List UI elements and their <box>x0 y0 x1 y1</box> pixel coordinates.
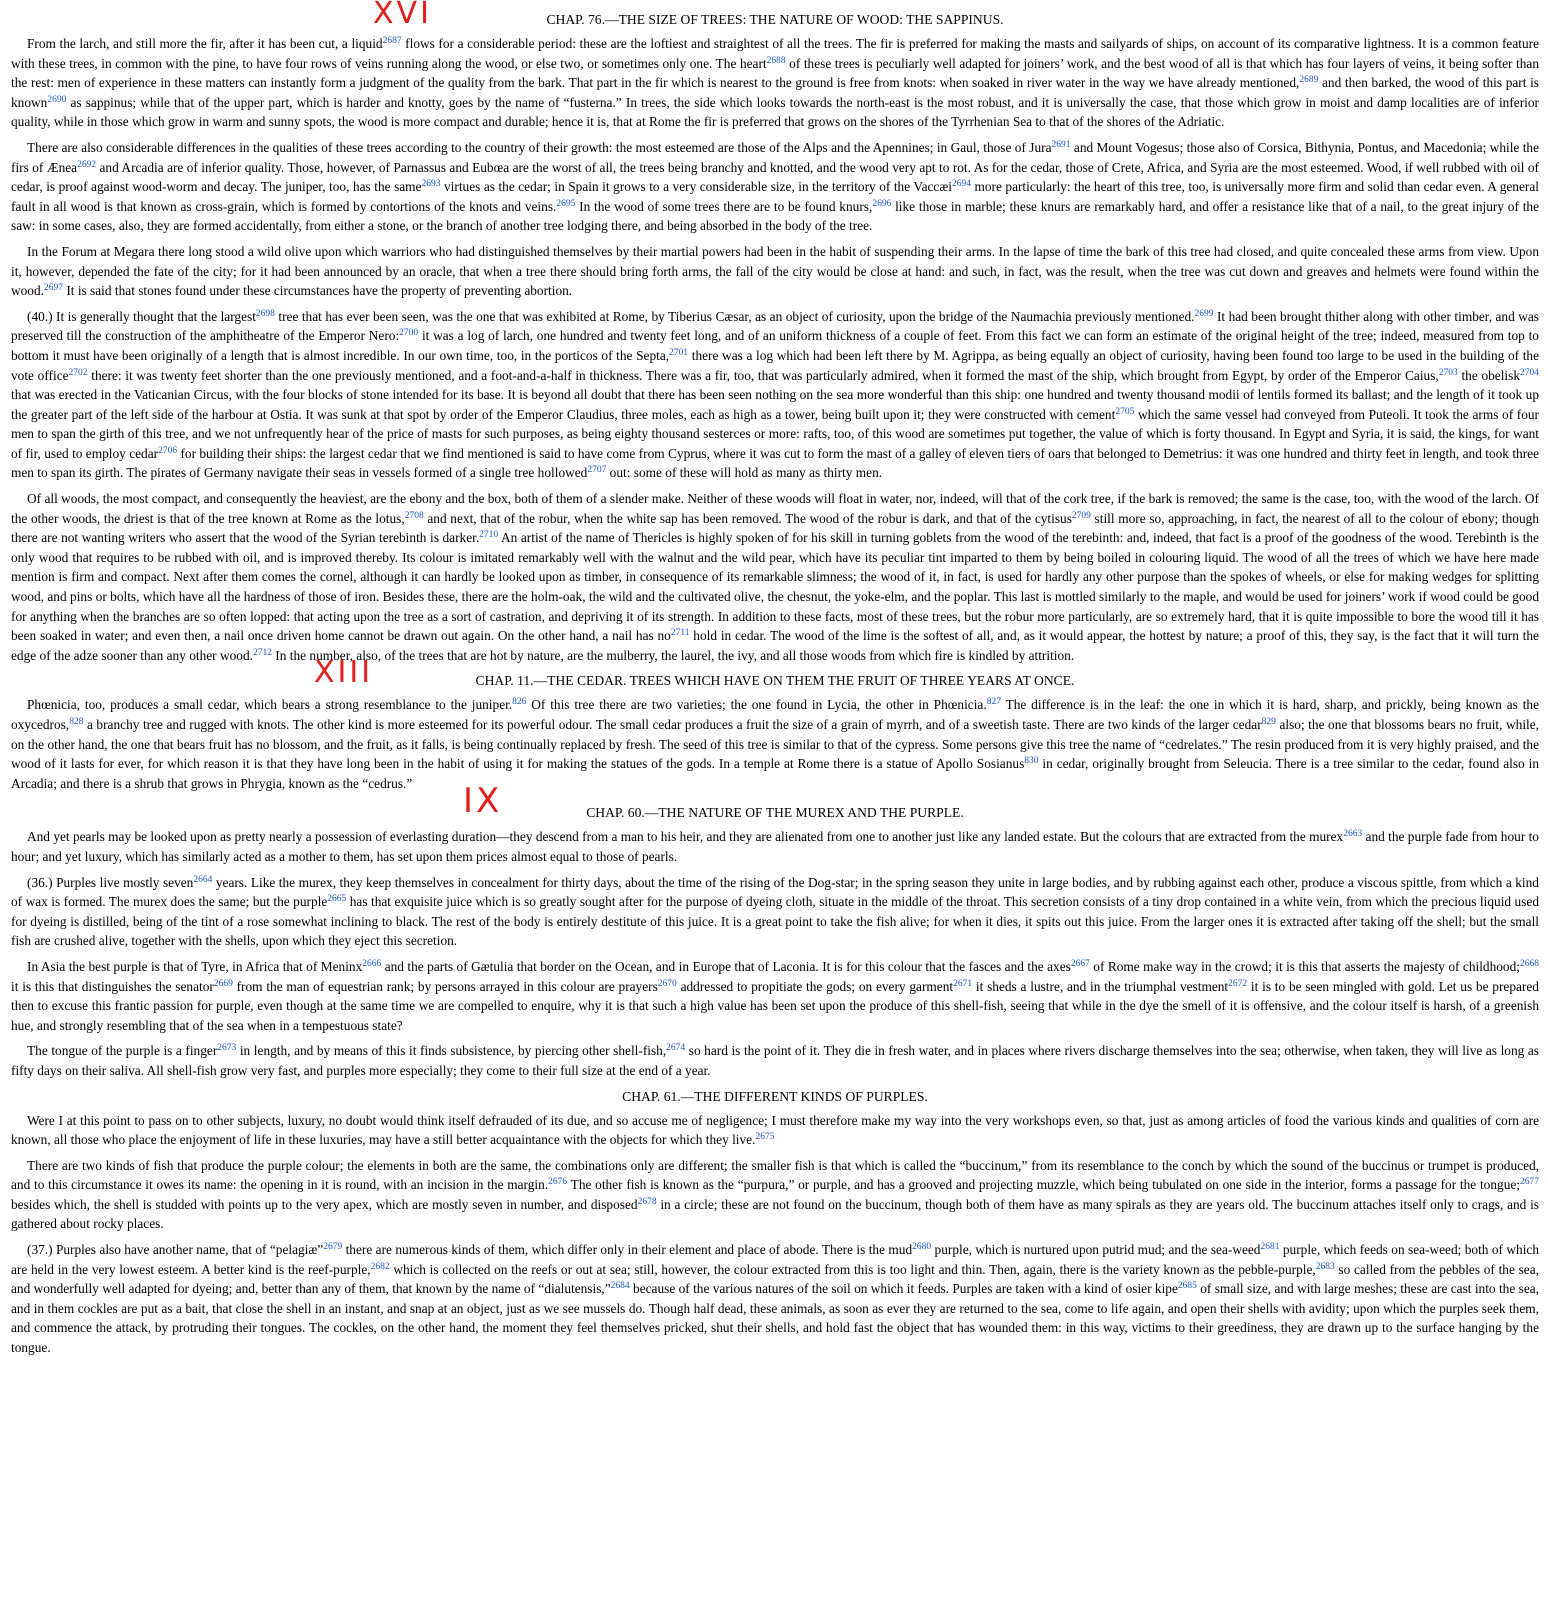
paragraph-text: still more so, approaching, in fact, the nearest of all to the colour of ebony; though there are not wanting writers who assert that the wood of the Syrian terebinth is darker. <box>11 510 1539 546</box>
paragraph-text: there was a log which had been left there by M. Agrippa, as being equally an object of curiosity, having been found too large to be used in the building of the vote office <box>11 347 1539 383</box>
footnote-link[interactable]: 2710 <box>479 530 499 541</box>
handwritten-annotation: IX <box>463 781 503 822</box>
section-chap-61 <box>11 1087 1539 1358</box>
paragraph-text: The difference is in the leaf: the one in which it is hard, sharp, and prickly, being known as the oxycedros, <box>11 697 1539 732</box>
paragraph-text: years. Like the murex, they keep themselves in concealment for thirty days, about the time of the rising of the Dog-star; in the spring season they unite in large bodies, and by rubbing against each other, produce a viscous spittle, from which a kind of wax is formed. The murex does the same; but the purple <box>11 874 1539 910</box>
footnote-link[interactable]: 2705 <box>1115 406 1135 417</box>
footnote-link[interactable]: 827 <box>986 697 1001 708</box>
footnote-link[interactable]: 2708 <box>404 510 424 521</box>
paragraph-text: There are also considerable differences in the qualities of these trees according to the country of their growth: the most esteemed are those of the Alps and the Apennines; in Gaul, those of Jura <box>27 139 1052 155</box>
footnote-link[interactable]: 2674 <box>666 1043 686 1054</box>
chapter-heading <box>11 1087 1539 1107</box>
footnote-link[interactable]: 2685 <box>1177 1281 1197 1292</box>
paragraph-text: in a circle; these are not found on the buccinum, though both of them have as many spirals as they are years old. The buccinum attaches itself only to crags, and is gathered about rocky places. <box>11 1196 1539 1232</box>
footnote-link[interactable]: 2709 <box>1071 510 1091 521</box>
section-body <box>11 695 1539 793</box>
body-paragraph <box>11 138 1539 236</box>
body-paragraph <box>11 957 1539 1035</box>
footnote-link[interactable]: 2670 <box>657 978 677 989</box>
paragraph-text: purple, which feeds on sea-weed; both of which are held in the very lowest esteem. A better kind is the reef-purple, <box>11 1242 1540 1277</box>
paragraph-text: An artist of the name of Thericles is highly spoken of for his skill in turning goblets from the wood of the terebinth: and, indeed, that fact is a proof of the goodness of the wood. Terebinth is the only wood that requires to be rubbed with oil, and is improved thereby. Its colour is imitated remarkably well with the walnut and the wild pear, which have its peculiar tint imparted to them by being boiled in colouring liquid. The wood of all the trees of which we have here made mention is firm and compact. Next after them comes the cornel, although it can hardly be looked upon as timber, in consequence of its remarkable slimness; the wood of it, in fact, is used for hardly any other purpose than the spokes of wheels, or else for making wedges for splitting wood, and pins or bolts, which have all the hardness of those of iron. Besides these, there are the holm-oak, the wild and the cultivated olive, the chesnut, the yoke-elm, and the poplar. This last is mottled similarly to the maple, and would be used for joiners’ work if wood could be good for anything when the branches are so often lopped: that acting upon the tree as a sort of castration, and depriving it of its strength. In addition to these facts, most of these trees, but the robur more particularly, are so extremely hard, that it is quite impossible to bore the wood till it has been soaked in water; and even then, a nail once driven home cannot be drawn out again. On the other hand, a nail has no <box>11 530 1539 644</box>
paragraph-text: of small size, and with large meshes; these are cast into the sea, and in them cockles are put as a bait, that close the shell in an instant, and snap at an object, just as we see mussels do. Though half dead, these animals, as soon as ever they are returned to the sea, come to life again, and open their shells with avidity; upon which the purples seek them, and commence the attack, by protruding their tongues. The cockles, on the other hand, the moment they feel themselves pricked, shut their shells, and hold fast the object that has wounded them: in this way, victims to their greediness, they are drawn up to the surface hanging by the tongue. <box>11 1281 1539 1356</box>
footnote-link[interactable]: 2679 <box>323 1242 343 1253</box>
paragraph-text: In the number, also, of the trees that are hot by nature, are the mulberry, the laurel, the ivy, and all those woods from which fire is kindled by attrition. <box>271 647 1075 663</box>
paragraph-text: purple, which is nurtured upon putrid mud; and the sea-weed <box>931 1242 1261 1258</box>
paragraph-text: which is collected on the reefs or out at sea; still, however, the colour extracted from this is too light and thin. Then, again, there is the variety known as the pebble-purple, <box>389 1261 1316 1277</box>
paragraph-text: because of the various natures of the soil on which it feeds. Purples are taken with a kind of osier kipe <box>629 1281 1178 1297</box>
chapter-title: CHAP. 76.—THE SIZE OF TREES: THE NATURE OF WOOD: THE SAPPINUS. <box>546 12 1004 27</box>
paragraph-text: addressed to propitiate the gods; on every garment <box>676 978 954 994</box>
paragraph-text: flows for a considerable period: these are the loftiest and straightest of all the trees. The fir is preferred for making the masts and sailyards of ships, on account of its comparative lightness. It is a common feature with these trees, in common with the pine, to have four rows of veins running along the wood, or else two, or sometimes only one. The heart <box>11 36 1539 71</box>
paragraph-text: a branchy tree and rugged with knots. The other kind is more esteemed for its powerful odour. The small cedar produces a fruit the size of a grain of myrrh, and of a sweetish taste. There are two kinds of the larger cedar <box>83 717 1262 732</box>
paragraph-text: that was erected in the Vaticanian Circus, with the four blocks of stone intended for its base. It is beyond all doubt that there has been seen nothing on the sea more wonderful than this ship: one hundred and twenty thousand modii of lentils formed its ballast; and the length of it took up the greater part of the left side of the harbour at Ostia. It was sunk at that spot by order of the Emperor Claudius, three moles, each as high as a tower, being built upon it; they were constructed with cement <box>11 387 1539 422</box>
footnote-link[interactable]: 2672 <box>1228 978 1248 989</box>
paragraph-text: tree that has ever been seen, was the one that was exhibited at Rome, by Tiberius Cæsar, as an object of curiosity, upon the bridge of the Naumachia previously mentioned. <box>274 308 1195 324</box>
chapter-heading <box>11 781 1539 823</box>
paragraph-text: Were I at this point to pass on to other subjects, luxury, no doubt would think itself defrauded of its due, and so accuse me of negligence; I must therefore make my way into the very workshops even, so that, just as among articles of food the various kinds and qualities of corn are known, all those who place the enjoyment of life in these luxuries, may have a still better acquaintance with the objects for which they live. <box>11 1112 1539 1148</box>
paragraph-text: In the wood of some trees there are to be found knurs, <box>575 198 873 214</box>
paragraph-text: The other fish is known as the “purpura,” or purple, and has a grooved and projecting muzzle, which being tubulated on one side in the interior, forms a passage for the tongue; <box>567 1177 1520 1193</box>
paragraph-text: and next, that of the robur, when the white sap has been removed. The wood of the robur is dark, and that of the cytisus <box>423 510 1072 526</box>
chapter-title: CHAP. 60.—THE NATURE OF THE MUREX AND THE PURPLE. <box>586 805 964 821</box>
footnote-link[interactable]: 2681 <box>1260 1242 1280 1253</box>
paragraph-text: (37.) Purples also have another name, that of “pelagiæ” <box>27 1242 324 1258</box>
footnote-link[interactable]: 2673 <box>217 1043 237 1054</box>
body-paragraph <box>11 1111 1539 1150</box>
paragraph-text: out: some of these will hold as many as thirty men. <box>606 465 883 481</box>
chapter-title: CHAP. 61.—THE DIFFERENT KINDS OF PURPLES. <box>622 1088 928 1104</box>
footnote-link[interactable]: 2699 <box>1194 308 1214 319</box>
footnote-link[interactable]: 2669 <box>213 978 233 989</box>
footnote-link[interactable]: 2664 <box>193 874 213 885</box>
footnote-link[interactable]: 2694 <box>951 179 971 190</box>
section-body <box>11 827 1539 1080</box>
footnote-link[interactable]: 2703 <box>1438 367 1458 378</box>
paragraph-text: as sappinus; while that of the upper part, which is harder and knotty, goes by the name of “fusterna.” In trees, the side which looks towards the north-east is the most robust, and it is universally the case, that those which grow in moist and damp localities are of inferior quality, while in those which grow in warm and sunny spots, the wood is more compact and durable; hence it is, that at Rome the fir is preferred that grows on the shores of the Tyrrhenian Sea to that of the shores of the Adriatic. <box>11 94 1539 130</box>
paragraph-text: has that exquisite juice which is so greatly sought after for the purpose of dyeing cloth, situate in the middle of the throat. This secretion consists of a tiny drop contained in a white vein, from which the precious liquid used for dyeing is distilled, being of the tint of a rose somewhat inclining to black. The rest of the body is entirely destitute of this juice. It is a great point to take the fish alive; for when it dies, it spits out this juice. From the larger ones it is extracted after taking off the shell; but the small fish are crushed alive, together with the shells, upon which they eject this secretion. <box>11 894 1540 949</box>
paragraph-text: of Rome make way in the crowd; it is this that asserts the majesty of childhood; <box>1089 958 1520 974</box>
paragraph-text: hold in cedar. The wood of the lime is the softest of all, and, as it would appear, the hottest by nature; a proof of this, they say, is the fact that it will turn the edge of the adze sooner than any other wood. <box>11 628 1539 663</box>
footnote-link[interactable]: 2697 <box>44 283 63 294</box>
footnote-link[interactable]: 826 <box>512 697 527 708</box>
paragraph-text: so called from the pebbles of the sea, and wonderfully well adapted for dyeing; and, better than any of them, that known by the name of “dialutensis,” <box>11 1261 1539 1297</box>
paragraph-text: There are two kinds of fish that produce the purple colour; the elements in both are the same, the combinations only are different; the smaller fish is that which is called the “buccinum,” from its resemblance to the conch by which the sound of the buccinus or trumpet is produced, and to this circumstance it owes its name: the opening in it is round, with an incision in the margin. <box>11 1157 1539 1193</box>
footnote-link[interactable]: 2700 <box>399 328 419 339</box>
handwritten-annotation: XIII <box>314 655 374 691</box>
footnote-link[interactable]: 2695 <box>556 198 576 209</box>
footnote-link[interactable]: 2707 <box>587 465 607 476</box>
paragraph-text: in length, and by means of this it finds subsistence, by piercing other shell-fish, <box>236 1043 667 1059</box>
footnote-link[interactable]: 2676 <box>548 1177 568 1188</box>
body-paragraph <box>11 242 1539 301</box>
paragraph-text: from the man of equestrian rank; by persons arrayed in this colour are prayers <box>232 978 658 994</box>
paragraph-text: it is this that distinguishes the senator <box>11 978 214 994</box>
footnote-link[interactable]: 2691 <box>1051 139 1071 150</box>
paragraph-text: so hard is the point of it. They die in fresh water, and in places where rivers discharge themselves into the sea; otherwise, when taken, they will live as long as fifty days on their saliva. All shell-fish grow very fast, and purples more especially; they come to their full size at the end of a year. <box>11 1043 1539 1078</box>
footnote-link[interactable]: 2704 <box>1520 367 1539 378</box>
footnote-link[interactable]: 2668 <box>1519 958 1539 969</box>
body-paragraph <box>11 34 1539 132</box>
footnote-link[interactable]: 829 <box>1261 717 1276 727</box>
body-paragraph <box>11 873 1539 951</box>
footnote-link[interactable]: 2689 <box>1299 75 1319 86</box>
section-body <box>11 1111 1539 1358</box>
footnote-link[interactable]: 2712 <box>252 647 272 658</box>
section-chap-60 <box>11 781 1540 1080</box>
section-chap-76 <box>11 0 1540 665</box>
footnote-link[interactable]: 2667 <box>1070 958 1090 969</box>
chapter-title: CHAP. 11.—THE CEDAR. TREES WHICH HAVE ON THEM THE FRUIT OF THREE YEARS AT ONCE. <box>475 673 1075 689</box>
body-paragraph <box>11 307 1539 483</box>
paragraph-text: which the same vessel had conveyed from Puteoli. It took the arms of four men to span the girth of this tree, and we not unfrequently hear of the price of masts for such purposes, as being eighty thousand sesterces or more: rafts, too, of this wood are sometimes put together, the value of which is forty thousand. In Egypt and Syria, it is said, the kings, for want of fir, used to employ cedar <box>11 406 1539 461</box>
paragraph-text: more particularly: the heart of this tree, too, is universally more firm and solid than cedar even. A general fault in all wood is that known as cross-grain, which is formed by contortions of the knots and veins. <box>11 179 1539 214</box>
body-paragraph <box>11 1240 1539 1358</box>
paragraph-text: And yet pearls may be looked upon as pretty nearly a possession of everlasting duration—they descend from a man to his heir, and they are alienated from one to another just like any landed estate. But the colours that are extracted from the murex <box>27 829 1344 845</box>
footnote-link[interactable]: 2677 <box>1520 1177 1539 1188</box>
footnote-link[interactable]: 2693 <box>421 179 441 190</box>
paragraph-text: besides which, the shell is studded with points up to the very apex, which are mostly seven in number, and disposed <box>11 1196 638 1212</box>
footnote-link[interactable]: 2684 <box>610 1281 630 1292</box>
paragraph-text: Phœnicia, too, produces a small cedar, which bears a strong resemblance to the juniper. <box>27 697 513 713</box>
footnote-link[interactable]: 2680 <box>912 1242 932 1253</box>
footnote-link[interactable]: 2696 <box>872 198 892 209</box>
paragraph-text: of these trees is peculiarly well adapted for joiners’ work, and the best wood of all is that which has four layers of veins, it being softer than the rest: men of experience in these matters can instantly form a judgment of the quality from the bark. That part in the fir which is nearest to the ground is free from knots: when soaked in river water in the way we have already mentioned, <box>11 55 1540 91</box>
paragraph-text: it is to be seen mingled with gold. Let us be prepared then to excuse this frantic passion for purple, even though at the same time we are compelled to enquire, why it is that such a high value has been set upon the produce of this shell-fish, seeing that while in the dye the smell of it is offensive, and the colour itself is harsh, of a greenish hue, and strongly resembling that of the sea when in a tempestuous state? <box>11 978 1539 1033</box>
paragraph-text: It had been brought thither along with other timber, and was preserved till the construction of the amphitheatre of the Emperor Nero: <box>11 308 1539 344</box>
section-body <box>11 34 1539 665</box>
paragraph-text: like those in marble; these knurs are remarkably hard, and offer a resistance like that of a nail, to the great injury of the saw: in some cases, also, they are formed accidentally, from either a stone, or the branch of another tree lodging there, and being absorbed in the body of the tree. <box>11 198 1540 234</box>
paragraph-text: there are numerous kinds of them, which differ only in their element and place of abode. There is the mud <box>342 1242 913 1258</box>
paragraph-text: and Mount Vogesus; those also of Corsica, Bithynia, Pontus, and Macedonia; while the firs of Ænea <box>11 139 1540 175</box>
paragraph-text: also; the one that blossoms bears no fruit, while, on the other hand, the one that bears fruit has no blossom, and the fruit, as it falls, is being continually replaced by fresh. The seed of this tree is similar to that of the cypress. Some persons give this tree the name of “cedrelates.” The resin produced from it is very highly praised, and the wood of it lasts for ever, for which reason it is that they have long been in the habit of using it for making the statues of the gods. In a temple at Rome there is a statue of Apollo Sosianus <box>11 717 1539 772</box>
document-page <box>11 0 1540 1364</box>
footnote-link[interactable]: 2692 <box>77 159 97 170</box>
footnote-link[interactable]: 2682 <box>370 1261 390 1272</box>
footnote-link[interactable]: 2701 <box>669 347 689 358</box>
paragraph-text: (36.) Purples live mostly seven <box>27 874 194 890</box>
paragraph-text: In the Forum at Megara there long stood a wild olive upon which warriors who had distinguished themselves by their martial powers had been in the habit of suspending their arms. In the lapse of time the bark of this tree had closed, and quite concealed these arms from view. Upon it, however, depended the fate of the city; for it had been announced by an oracle, that when a tree there should bring forth arms, the fall of the city would be close at hand: and such, in fact, was the result, when the tree was cut down and greaves and helmets were found within the wood. <box>11 243 1539 299</box>
footnote-link[interactable]: 2698 <box>255 308 275 319</box>
body-paragraph <box>11 1156 1539 1234</box>
handwritten-annotation: XVI <box>373 0 432 31</box>
footnote-link[interactable]: 2711 <box>670 628 690 639</box>
footnote-link[interactable]: 2671 <box>953 978 973 989</box>
paragraph-text: Of this tree there are two varieties; the one found in Lycia, the other in Phœnicia. <box>526 697 987 713</box>
paragraph-text: virtues as the cedar; in Spain it grows to a very considerable size, in the territory of the Vaccæi <box>440 179 952 195</box>
footnote-link[interactable]: 2687 <box>382 36 402 46</box>
footnote-link[interactable]: 2690 <box>47 94 67 105</box>
paragraph-text: From the larch, and still more the fir, after it has been cut, a liquid <box>27 36 383 51</box>
footnote-link[interactable]: 2678 <box>637 1196 657 1207</box>
paragraph-text: In Asia the best purple is that of Tyre, in Africa that of Meninx <box>27 958 363 974</box>
footnote-link[interactable]: 2688 <box>766 55 786 66</box>
body-paragraph <box>11 1041 1539 1080</box>
paragraph-text: The tongue of the purple is a finger <box>27 1043 218 1059</box>
footnote-link[interactable]: 2665 <box>327 894 347 905</box>
footnote-link[interactable]: 2663 <box>1343 829 1363 840</box>
footnote-link[interactable]: 2683 <box>1315 1261 1335 1272</box>
paragraph-text: for building their ships: the largest cedar that we find mentioned is said to have come from Cyprus, where it was cut to form the mast of a galley of eleven tiers of oars that belonged to Demetrius: it was one hundred and thirty feet in length, and took three men to span its girth. The pirates of Germany navigate their seas in vessels formed of a single tree hollowed <box>11 445 1540 481</box>
paragraph-text: Of all woods, the most compact, and consequently the heaviest, are the ebony and the box, both of them of a slender make. Neither of these woods will float in water, nor, indeed, will that of the cork tree, if the bark is removed; the same is the case, too, with the wood of the larch. Of the other woods, the driest is that of the tree known at Rome as the lotus, <box>11 491 1539 526</box>
paragraph-text: in cedar, originally brought from Seleucia. There is a tree similar to the cedar, found also in Arcadia; and there is a shrub that grows in Phrygia, known as the “cedrus.” <box>11 756 1539 791</box>
body-paragraph <box>11 489 1539 665</box>
body-paragraph <box>11 827 1539 866</box>
chapter-heading <box>11 0 1539 31</box>
body-paragraph <box>11 695 1539 793</box>
footnote-link[interactable]: 2706 <box>158 445 178 456</box>
footnote-link[interactable]: 2702 <box>68 367 88 378</box>
footnote-link[interactable]: 828 <box>69 717 84 727</box>
paragraph-text: It is said that stones found under these circumstances have the property of preventing abortion. <box>63 283 573 299</box>
paragraph-text: it sheds a lustre, and in the triumphal vestment <box>972 978 1229 994</box>
paragraph-text: and the parts of Gætulia that border on the Ocean, and in Europe that of Laconia. It is for this colour that the fasces and the axes <box>381 958 1071 974</box>
footnote-link[interactable]: 2675 <box>755 1132 775 1143</box>
paragraph-text: (40.) It is generally thought that the largest <box>27 308 256 324</box>
footnote-link[interactable]: 830 <box>1024 756 1039 767</box>
paragraph-text: the obelisk <box>1457 367 1520 383</box>
paragraph-text: and then barked, the wood of this part is known <box>11 75 1539 110</box>
paragraph-text: and Arcadia are of inferior quality. Those, however, of Parnassus and Eubœa are the worst of all, the trees being branchy and knotted, and the wood very apt to rot. As for the cedar, those of Crete, Africa, and Syria are the most esteemed. Wood, if well rubbed with oil of cedar, is proof against wood-worm and decay. The juniper, too, has the same <box>11 159 1539 195</box>
footnote-link[interactable]: 2666 <box>362 958 382 969</box>
paragraph-text: it was a log of larch, one hundred and twenty feet long, and of an uniform thickness of a couple of feet. From this fact we can form an estimate of the original height of the tree; indeed, measured from top to bottom it must have been originally of a length that is almost incredible. In our own time, too, in the porticos of the Septa, <box>11 328 1539 363</box>
paragraph-text: there: it was twenty feet shorter than the one previously mentioned, and a foot-and-a-half in thickness. There was a fir, too, that was particularly admired, when it formed the mast of the ship, which brought from Egypt, by order of the Emperor Caius, <box>87 367 1439 383</box>
paragraph-text: and the purple fade from hour to hour; and yet luxury, which has similarly acted as a mother to them, has set upon them prices almost equal to those of pearls. <box>11 829 1539 864</box>
